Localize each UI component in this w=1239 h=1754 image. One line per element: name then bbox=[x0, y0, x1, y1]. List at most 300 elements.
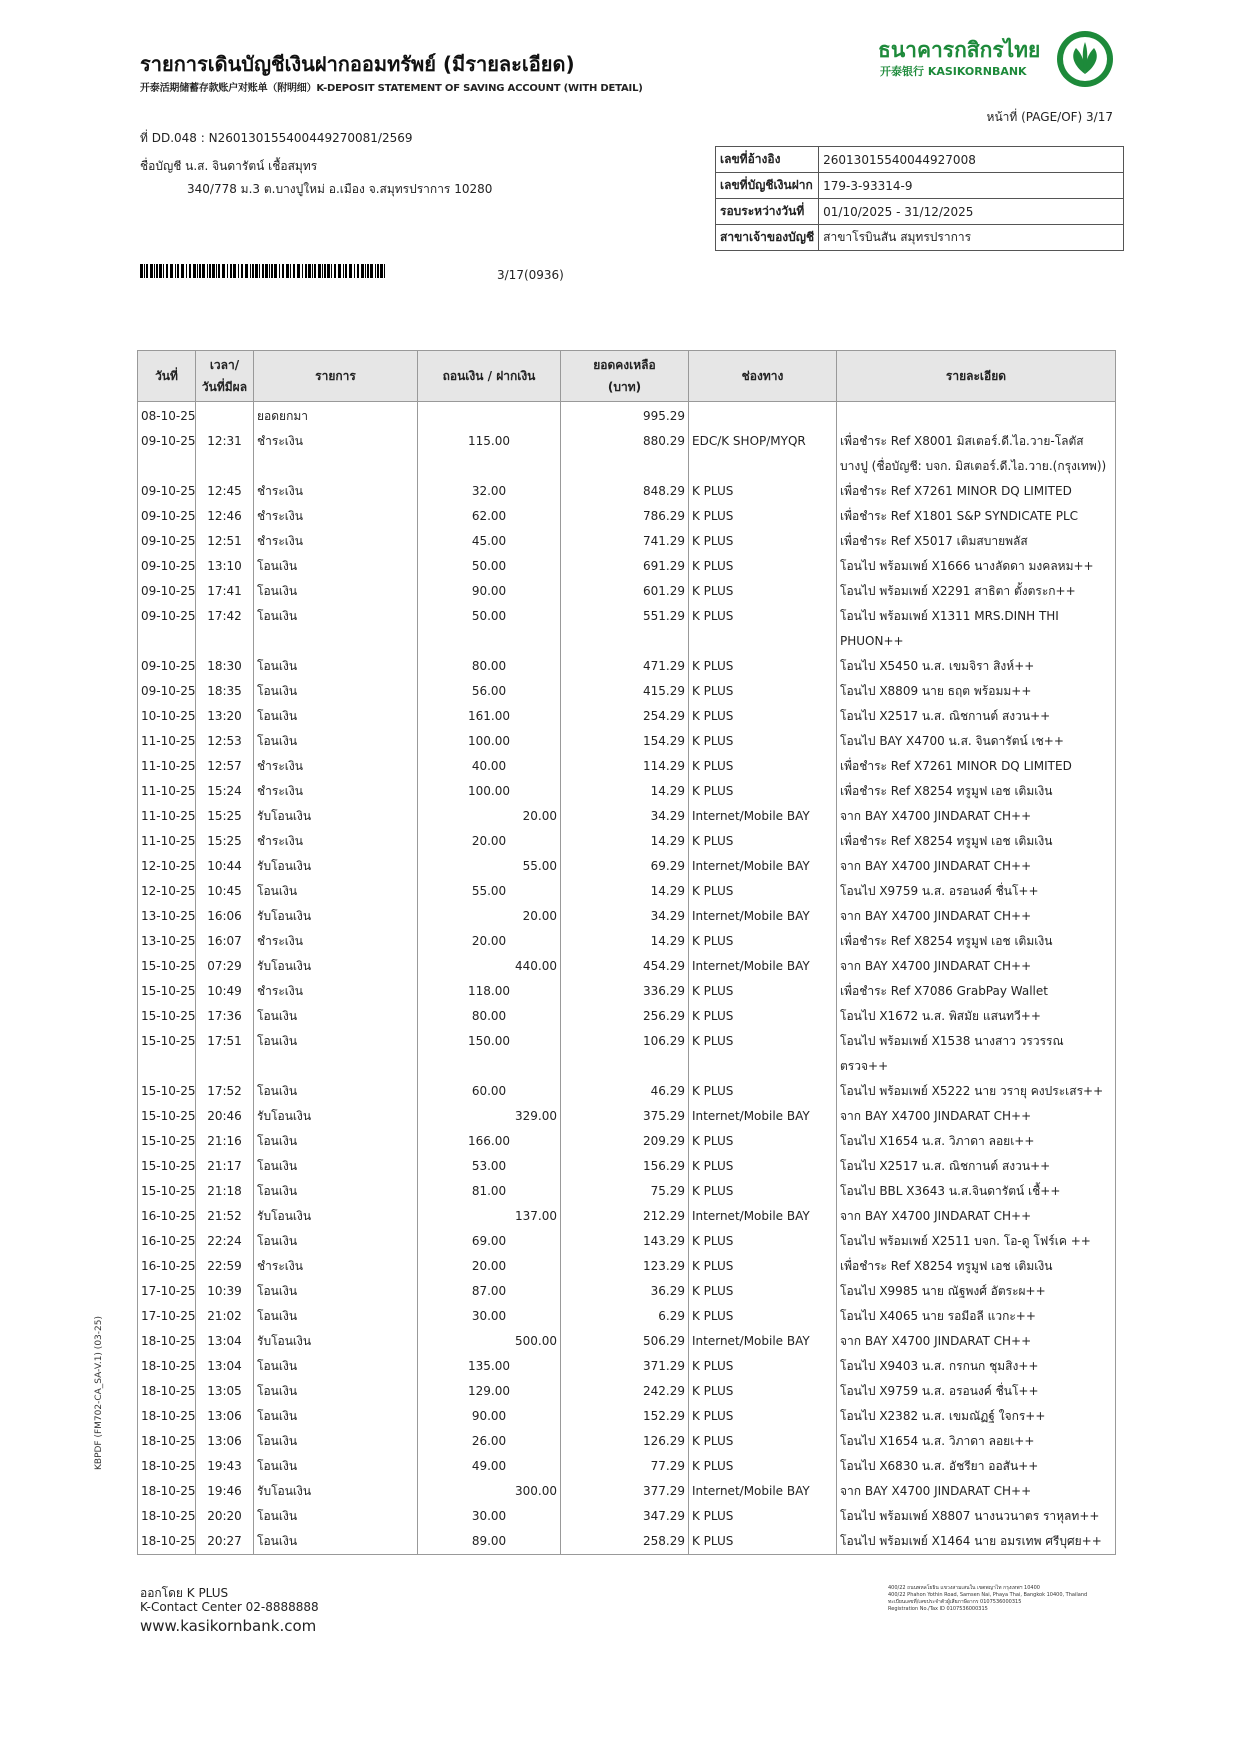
cell-date: 18-10-25 bbox=[138, 1454, 196, 1479]
transaction-table bbox=[137, 350, 1116, 1555]
barcode-bar bbox=[186, 264, 187, 278]
account-owner-name: ชื่อบัญชี น.ส. จินดารัตน์ เชื้อสมุทร bbox=[140, 159, 318, 173]
cell-balance: 34.29 bbox=[561, 804, 689, 829]
info-row bbox=[716, 225, 1124, 251]
cell-item: ชำระเงิน bbox=[254, 829, 418, 854]
cell-item: โอนเงิน bbox=[254, 879, 418, 904]
cell-date: 16-10-25 bbox=[138, 1204, 196, 1229]
cell-date: 11-10-25 bbox=[138, 779, 196, 804]
cell-channel: K PLUS bbox=[689, 754, 837, 779]
cell-time: 19:43 bbox=[196, 1454, 254, 1479]
cell-channel: K PLUS bbox=[689, 604, 837, 654]
cell-item: โอนเงิน bbox=[254, 1529, 418, 1555]
barcode-bar bbox=[312, 264, 313, 278]
cell-balance: 336.29 bbox=[561, 979, 689, 1004]
barcode-bar bbox=[331, 264, 332, 278]
cell-detail: เพื่อชำระ Ref X8254 ทรูมูฟ เอช เติมเงิน bbox=[837, 829, 1116, 854]
cell-date: 10-10-25 bbox=[138, 704, 196, 729]
cell-channel: Internet/Mobile BAY bbox=[689, 1204, 837, 1229]
cell-balance: 256.29 bbox=[561, 1004, 689, 1029]
cell-item: โอนเงิน bbox=[254, 704, 418, 729]
table-row bbox=[138, 879, 1116, 904]
table-row bbox=[138, 1304, 1116, 1329]
barcode-bar bbox=[290, 264, 291, 278]
website-link[interactable]: www.kasikornbank.com bbox=[140, 1617, 317, 1635]
cell-balance: 551.29 bbox=[561, 604, 689, 654]
table-row bbox=[138, 1454, 1116, 1479]
cell-item: โอนเงิน bbox=[254, 679, 418, 704]
barcode-bar bbox=[345, 264, 347, 278]
cell-balance: 848.29 bbox=[561, 479, 689, 504]
cell-item: ยอดยกมา bbox=[254, 402, 418, 430]
cell-time: 20:46 bbox=[196, 1104, 254, 1129]
cell-date: 11-10-25 bbox=[138, 729, 196, 754]
cell-channel: K PLUS bbox=[689, 654, 837, 679]
barcode-bar bbox=[144, 264, 145, 278]
cell-detail: โอนไป BAY X4700 น.ส. จินดารัตน์ เช++ bbox=[837, 729, 1116, 754]
cell-detail: จาก BAY X4700 JINDARAT CH++ bbox=[837, 804, 1116, 829]
cell-date: 15-10-25 bbox=[138, 1004, 196, 1029]
cell-detail: เพื่อชำระ Ref X7261 MINOR DQ LIMITED bbox=[837, 479, 1116, 504]
table-row bbox=[138, 1154, 1116, 1179]
header-date: วันที่ bbox=[138, 351, 196, 402]
cell-time: 22:59 bbox=[196, 1254, 254, 1279]
barcode-bar bbox=[199, 264, 201, 278]
cell-channel: K PLUS bbox=[689, 1454, 837, 1479]
cell-date: 13-10-25 bbox=[138, 929, 196, 954]
barcode-bar bbox=[380, 264, 383, 278]
cell-amount: 150.00 bbox=[418, 1029, 561, 1079]
table-row bbox=[138, 504, 1116, 529]
cell-item: โอนเงิน bbox=[254, 654, 418, 679]
cell-balance: 741.29 bbox=[561, 529, 689, 554]
cell-time: 19:46 bbox=[196, 1479, 254, 1504]
cell-balance: 106.29 bbox=[561, 1029, 689, 1079]
barcode-bar bbox=[209, 264, 211, 278]
barcode-bar bbox=[361, 264, 364, 278]
barcode-bar bbox=[222, 264, 225, 278]
contact-center: K-Contact Center 02-8888888 bbox=[140, 1600, 319, 1614]
cell-time: 17:52 bbox=[196, 1079, 254, 1104]
cell-date: 18-10-25 bbox=[138, 1479, 196, 1504]
cell-detail: โอนไป พร้อมเพย์ X1311 MRS.DINH THI PHUON++ bbox=[837, 604, 1116, 654]
cell-balance: 880.29 bbox=[561, 429, 689, 479]
header-time: เวลา/ วันที่มีผล bbox=[196, 351, 254, 402]
cell-time: 12:53 bbox=[196, 729, 254, 754]
cell-detail: โอนไป X9759 น.ส. อรอนงค์ ชื่นโ++ bbox=[837, 1379, 1116, 1404]
table-row bbox=[138, 1504, 1116, 1529]
cell-item: โอนเงิน bbox=[254, 1179, 418, 1204]
cell-detail: เพื่อชำระ Ref X7086 GrabPay Wallet bbox=[837, 979, 1116, 1004]
cell-balance: 69.29 bbox=[561, 854, 689, 879]
cell-time: 22:24 bbox=[196, 1229, 254, 1254]
cell-detail: โอนไป X6830 น.ส. อัชรียา ออสัน++ bbox=[837, 1454, 1116, 1479]
cell-date: 16-10-25 bbox=[138, 1254, 196, 1279]
cell-time: 18:35 bbox=[196, 679, 254, 704]
barcode-bar bbox=[252, 264, 254, 278]
cell-balance: 212.29 bbox=[561, 1204, 689, 1229]
cell-date: 18-10-25 bbox=[138, 1379, 196, 1404]
cell-time: 20:20 bbox=[196, 1504, 254, 1529]
table-header-row bbox=[138, 351, 1116, 402]
cell-item: ชำระเงิน bbox=[254, 1254, 418, 1279]
cell-balance: 14.29 bbox=[561, 879, 689, 904]
cell-time: 12:51 bbox=[196, 529, 254, 554]
cell-item: โอนเงิน bbox=[254, 1504, 418, 1529]
cell-detail: เพื่อชำระ Ref X7261 MINOR DQ LIMITED bbox=[837, 754, 1116, 779]
barcode-text: 3/17(0936) bbox=[497, 268, 564, 282]
barcode-bar bbox=[250, 264, 251, 278]
cell-time: 16:07 bbox=[196, 929, 254, 954]
cell-detail: โอนไป X9759 น.ส. อรอนงค์ ชื่นโ++ bbox=[837, 879, 1116, 904]
cell-date: 15-10-25 bbox=[138, 979, 196, 1004]
cell-item: ชำระเงิน bbox=[254, 754, 418, 779]
table-row bbox=[138, 1179, 1116, 1204]
table-row bbox=[138, 754, 1116, 779]
cell-item: โอนเงิน bbox=[254, 1229, 418, 1254]
barcode-bar bbox=[163, 264, 164, 278]
table-row bbox=[138, 954, 1116, 979]
cell-detail: เพื่อชำระ Ref X8001 มิสเตอร์.ดี.ไอ.วาย-โลตัส บางปู (ชื่อบัญชี: บจก. มิสเตอร์.ดี.ไอ.วาย.(กรุงเทพ)) bbox=[837, 429, 1116, 479]
cell-time: 13:04 bbox=[196, 1329, 254, 1354]
barcode-bar bbox=[255, 264, 258, 278]
cell-amount: 137.00 bbox=[418, 1204, 561, 1229]
barcode-bar bbox=[327, 264, 330, 278]
cell-amount: 115.00 bbox=[418, 429, 561, 479]
barcode-bar bbox=[324, 264, 326, 278]
cell-time: 13:06 bbox=[196, 1404, 254, 1429]
cell-detail: จาก BAY X4700 JINDARAT CH++ bbox=[837, 1329, 1116, 1354]
barcode-bar bbox=[181, 264, 184, 278]
table-row bbox=[138, 1379, 1116, 1404]
table-row bbox=[138, 729, 1116, 754]
cell-date: 09-10-25 bbox=[138, 679, 196, 704]
cell-date: 11-10-25 bbox=[138, 754, 196, 779]
cell-balance: 371.29 bbox=[561, 1354, 689, 1379]
cell-amount: 50.00 bbox=[418, 554, 561, 579]
cell-detail: เพื่อชำระ Ref X5017 เติมสบายพลัส bbox=[837, 529, 1116, 554]
cell-amount: 55.00 bbox=[418, 879, 561, 904]
table-row bbox=[138, 429, 1116, 479]
cell-time: 13:04 bbox=[196, 1354, 254, 1379]
barcode-bar bbox=[227, 264, 228, 278]
cell-detail: เพื่อชำระ Ref X8254 ทรูมูฟ เอช เติมเงิน bbox=[837, 779, 1116, 804]
table-row bbox=[138, 1429, 1116, 1454]
cell-balance: 377.29 bbox=[561, 1479, 689, 1504]
cell-time: 18:30 bbox=[196, 654, 254, 679]
cell-balance: 471.29 bbox=[561, 654, 689, 679]
cell-date: 18-10-25 bbox=[138, 1329, 196, 1354]
cell-item: โอนเงิน bbox=[254, 554, 418, 579]
account-address: 340/778 ม.3 ต.บางปูใหม่ อ.เมือง จ.สมุทรปราการ 10280 bbox=[187, 182, 493, 196]
cell-detail: โอนไป X4065 นาย รอมีอลี แวกะ++ bbox=[837, 1304, 1116, 1329]
cell-item: โอนเงิน bbox=[254, 1279, 418, 1304]
cell-balance: 995.29 bbox=[561, 402, 689, 430]
barcode-bar bbox=[241, 264, 243, 278]
barcode-bar bbox=[175, 264, 176, 278]
cell-balance: 242.29 bbox=[561, 1379, 689, 1404]
cell-amount: 166.00 bbox=[418, 1129, 561, 1154]
cell-channel: K PLUS bbox=[689, 1029, 837, 1079]
cell-item: รับโอนเงิน bbox=[254, 954, 418, 979]
cell-balance: 14.29 bbox=[561, 829, 689, 854]
cell-amount: 89.00 bbox=[418, 1529, 561, 1555]
cell-amount: 49.00 bbox=[418, 1454, 561, 1479]
cell-time: 10:44 bbox=[196, 854, 254, 879]
cell-detail: โอนไป พร้อมเพย์ X1538 นางสาว วรวรรณ ตรวจ++ bbox=[837, 1029, 1116, 1079]
barcode-bar bbox=[375, 264, 376, 278]
cell-item: ชำระเงิน bbox=[254, 779, 418, 804]
table-row bbox=[138, 1529, 1116, 1555]
cell-date: 13-10-25 bbox=[138, 904, 196, 929]
barcode-bar bbox=[338, 264, 341, 278]
header-channel: ช่องทาง bbox=[689, 351, 837, 402]
cell-channel: K PLUS bbox=[689, 1429, 837, 1454]
cell-date: 08-10-25 bbox=[138, 402, 196, 430]
barcode-bar bbox=[279, 264, 280, 278]
cell-amount: 87.00 bbox=[418, 1279, 561, 1304]
cell-balance: 691.29 bbox=[561, 554, 689, 579]
cell-item: รับโอนเงิน bbox=[254, 1329, 418, 1354]
barcode-bar bbox=[146, 264, 148, 278]
account-info-box bbox=[715, 146, 1124, 251]
cell-amount: 90.00 bbox=[418, 1404, 561, 1429]
cell-date: 09-10-25 bbox=[138, 654, 196, 679]
cell-amount: 20.00 bbox=[418, 804, 561, 829]
cell-balance: 454.29 bbox=[561, 954, 689, 979]
barcode-bar bbox=[262, 264, 264, 278]
cell-amount: 20.00 bbox=[418, 829, 561, 854]
cell-amount bbox=[418, 402, 561, 430]
cell-date: 15-10-25 bbox=[138, 1179, 196, 1204]
footer-address-line: 400/22 Phahon Yothin Road, Samsen Nai, Phaya Thai, Bangkok 10400, Thailand bbox=[888, 1592, 1088, 1598]
cell-time: 15:25 bbox=[196, 829, 254, 854]
cell-detail: โอนไป พร้อมเพย์ X2511 บจก. โอ-ดู โฟร์เค ++ bbox=[837, 1229, 1116, 1254]
cell-item: ชำระเงิน bbox=[254, 979, 418, 1004]
table-row bbox=[138, 779, 1116, 804]
cell-date: 15-10-25 bbox=[138, 1029, 196, 1079]
cell-time: 21:52 bbox=[196, 1204, 254, 1229]
table-row bbox=[138, 1254, 1116, 1279]
cell-detail: จาก BAY X4700 JINDARAT CH++ bbox=[837, 854, 1116, 879]
barcode-bar bbox=[286, 264, 289, 278]
cell-channel: K PLUS bbox=[689, 929, 837, 954]
cell-balance: 154.29 bbox=[561, 729, 689, 754]
barcode-bar bbox=[370, 264, 373, 278]
barcode-bar bbox=[177, 264, 179, 278]
cell-item: รับโอนเงิน bbox=[254, 1104, 418, 1129]
cell-channel: K PLUS bbox=[689, 979, 837, 1004]
cell-date: 18-10-25 bbox=[138, 1529, 196, 1555]
cell-item: โอนเงิน bbox=[254, 604, 418, 654]
cell-time: 12:57 bbox=[196, 754, 254, 779]
info-label: สาขาเจ้าของบัญชี bbox=[716, 225, 819, 251]
table-row bbox=[138, 929, 1116, 954]
cell-balance: 114.29 bbox=[561, 754, 689, 779]
cell-item: ชำระเงิน bbox=[254, 529, 418, 554]
cell-balance: 506.29 bbox=[561, 1329, 689, 1354]
cell-channel: K PLUS bbox=[689, 1254, 837, 1279]
cell-date: 18-10-25 bbox=[138, 1504, 196, 1529]
barcode-bar bbox=[212, 264, 215, 278]
cell-channel: K PLUS bbox=[689, 1504, 837, 1529]
table-row bbox=[138, 1479, 1116, 1504]
cell-amount: 20.00 bbox=[418, 904, 561, 929]
cell-balance: 123.29 bbox=[561, 1254, 689, 1279]
cell-channel: K PLUS bbox=[689, 679, 837, 704]
cell-item: โอนเงิน bbox=[254, 1379, 418, 1404]
cell-balance: 152.29 bbox=[561, 1404, 689, 1429]
cell-balance: 75.29 bbox=[561, 1179, 689, 1204]
barcode-bar bbox=[293, 264, 295, 278]
cell-amount: 26.00 bbox=[418, 1429, 561, 1454]
barcode-bar bbox=[230, 264, 232, 278]
page-title: รายการเดินบัญชีเงินฝากออมทรัพย์ (มีรายละเอียด) bbox=[140, 52, 575, 76]
cell-amount: 32.00 bbox=[418, 479, 561, 504]
cell-balance: 14.29 bbox=[561, 779, 689, 804]
cell-amount: 69.00 bbox=[418, 1229, 561, 1254]
cell-balance: 415.29 bbox=[561, 679, 689, 704]
cell-item: โอนเงิน bbox=[254, 1129, 418, 1154]
cell-time: 20:27 bbox=[196, 1529, 254, 1555]
cell-time: 10:49 bbox=[196, 979, 254, 1004]
cell-detail: จาก BAY X4700 JINDARAT CH++ bbox=[837, 904, 1116, 929]
cell-channel: K PLUS bbox=[689, 579, 837, 604]
footer-address-line: ทะเบียนเลขที่/เลขประจำตัวผู้เสียภาษีอากร 0107536000315 bbox=[888, 1599, 1022, 1605]
cell-channel: K PLUS bbox=[689, 1379, 837, 1404]
cell-amount: 60.00 bbox=[418, 1079, 561, 1104]
barcode-bar bbox=[365, 264, 366, 278]
table-row bbox=[138, 402, 1116, 430]
cell-item: โอนเงิน bbox=[254, 1004, 418, 1029]
cell-detail: โอนไป X8809 นาย ธฤต พร้อมม++ bbox=[837, 679, 1116, 704]
cell-detail: จาก BAY X4700 JINDARAT CH++ bbox=[837, 1204, 1116, 1229]
cell-detail: โอนไป X1672 น.ส. พิสมัย แสนทวี++ bbox=[837, 1004, 1116, 1029]
info-value: 01/10/2025 - 31/12/2025 bbox=[819, 199, 1124, 225]
cell-item: ชำระเงิน bbox=[254, 429, 418, 479]
table-row bbox=[138, 1004, 1116, 1029]
cell-amount: 161.00 bbox=[418, 704, 561, 729]
barcode-bar bbox=[170, 264, 173, 278]
cell-item: โอนเงิน bbox=[254, 1404, 418, 1429]
cell-balance: 156.29 bbox=[561, 1154, 689, 1179]
barcode-bar bbox=[357, 264, 359, 278]
barcode-bar bbox=[233, 264, 236, 278]
cell-channel: K PLUS bbox=[689, 554, 837, 579]
table-row bbox=[138, 704, 1116, 729]
cell-amount: 329.00 bbox=[418, 1104, 561, 1129]
cell-amount: 440.00 bbox=[418, 954, 561, 979]
cell-detail: จาก BAY X4700 JINDARAT CH++ bbox=[837, 1104, 1116, 1129]
cell-balance: 14.29 bbox=[561, 929, 689, 954]
barcode-bar bbox=[343, 264, 344, 278]
cell-detail: โอนไป พร้อมเพย์ X1464 นาย อมรเทพ ศรีบุศย++ bbox=[837, 1529, 1116, 1555]
barcode-bar bbox=[150, 264, 153, 278]
cell-item: โอนเงิน bbox=[254, 1429, 418, 1454]
cell-date: 09-10-25 bbox=[138, 504, 196, 529]
cell-date: 18-10-25 bbox=[138, 1429, 196, 1454]
header-detail: รายละเอียด bbox=[837, 351, 1116, 402]
table-row bbox=[138, 1129, 1116, 1154]
header-balance: ยอดคงเหลือ (บาท) bbox=[561, 351, 689, 402]
cell-detail: เพื่อชำระ Ref X8254 ทรูมูฟ เอช เติมเงิน bbox=[837, 1254, 1116, 1279]
cell-date: 17-10-25 bbox=[138, 1279, 196, 1304]
cell-date: 12-10-25 bbox=[138, 879, 196, 904]
cell-amount: 80.00 bbox=[418, 1004, 561, 1029]
barcode-bar bbox=[302, 264, 303, 278]
cell-time: 17:51 bbox=[196, 1029, 254, 1079]
barcode-bar bbox=[197, 264, 198, 278]
cell-channel: K PLUS bbox=[689, 529, 837, 554]
cell-channel: K PLUS bbox=[689, 479, 837, 504]
cell-amount: 40.00 bbox=[418, 754, 561, 779]
cell-channel: Internet/Mobile BAY bbox=[689, 1479, 837, 1504]
barcode-bar bbox=[271, 264, 273, 278]
barcode-bar bbox=[274, 264, 277, 278]
cell-amount: 81.00 bbox=[418, 1179, 561, 1204]
bank-name-thai: ธนาคารกสิกรไทย bbox=[878, 38, 1041, 62]
cell-channel: K PLUS bbox=[689, 1129, 837, 1154]
table-row bbox=[138, 1279, 1116, 1304]
table-row bbox=[138, 554, 1116, 579]
cell-amount: 20.00 bbox=[418, 929, 561, 954]
barcode-bar bbox=[377, 264, 379, 278]
cell-detail: โอนไป X2517 น.ส. ณิชกานต์ สงวน++ bbox=[837, 1154, 1116, 1179]
cell-item: โอนเงิน bbox=[254, 579, 418, 604]
barcode-bar bbox=[322, 264, 323, 278]
cell-detail: โอนไป พร้อมเพย์ X2291 สาธิตา ตั้งตระก++ bbox=[837, 579, 1116, 604]
cell-date: 18-10-25 bbox=[138, 1404, 196, 1429]
cell-channel: K PLUS bbox=[689, 1179, 837, 1204]
cell-detail: โอนไป X9403 น.ส. กรกนก ชุมสิง++ bbox=[837, 1354, 1116, 1379]
cell-channel: Internet/Mobile BAY bbox=[689, 904, 837, 929]
footer-address-line: 400/22 ถนนพหลโยธิน แขวงสามเสนใน เขตพญาไท กรุงเทพฯ 10400 bbox=[888, 1585, 1040, 1591]
table-row bbox=[138, 854, 1116, 879]
page-number: หน้าที่ (PAGE/OF) 3/17 bbox=[986, 110, 1113, 124]
table-row bbox=[138, 1229, 1116, 1254]
cell-balance: 77.29 bbox=[561, 1454, 689, 1479]
cell-item: โอนเงิน bbox=[254, 1304, 418, 1329]
cell-channel: K PLUS bbox=[689, 829, 837, 854]
cell-balance: 34.29 bbox=[561, 904, 689, 929]
cell-balance: 126.29 bbox=[561, 1429, 689, 1454]
cell-channel: K PLUS bbox=[689, 1004, 837, 1029]
barcode-bar bbox=[314, 264, 316, 278]
cell-date: 09-10-25 bbox=[138, 479, 196, 504]
cell-amount: 20.00 bbox=[418, 1254, 561, 1279]
cell-channel: K PLUS bbox=[689, 1304, 837, 1329]
cell-date: 12-10-25 bbox=[138, 854, 196, 879]
barcode-bar bbox=[202, 264, 205, 278]
table-row bbox=[138, 979, 1116, 1004]
cell-date: 09-10-25 bbox=[138, 554, 196, 579]
cell-channel: K PLUS bbox=[689, 1079, 837, 1104]
cell-date: 15-10-25 bbox=[138, 1129, 196, 1154]
cell-amount: 100.00 bbox=[418, 729, 561, 754]
cell-date: 15-10-25 bbox=[138, 1079, 196, 1104]
cell-date: 11-10-25 bbox=[138, 829, 196, 854]
cell-amount: 118.00 bbox=[418, 979, 561, 1004]
cell-date: 09-10-25 bbox=[138, 604, 196, 654]
cell-time: 12:45 bbox=[196, 479, 254, 504]
info-value: 260130155400449270​08 bbox=[819, 147, 1124, 173]
barcode-bar bbox=[334, 264, 336, 278]
cell-channel: K PLUS bbox=[689, 1279, 837, 1304]
cell-item: ชำระเงิน bbox=[254, 929, 418, 954]
cell-time: 12:46 bbox=[196, 504, 254, 529]
cell-detail: เพื่อชำระ Ref X8254 ทรูมูฟ เอช เติมเงิน bbox=[837, 929, 1116, 954]
cell-detail: โอนไป พร้อมเพย์ X8807 นางนวนาตร ราหุลท++ bbox=[837, 1504, 1116, 1529]
